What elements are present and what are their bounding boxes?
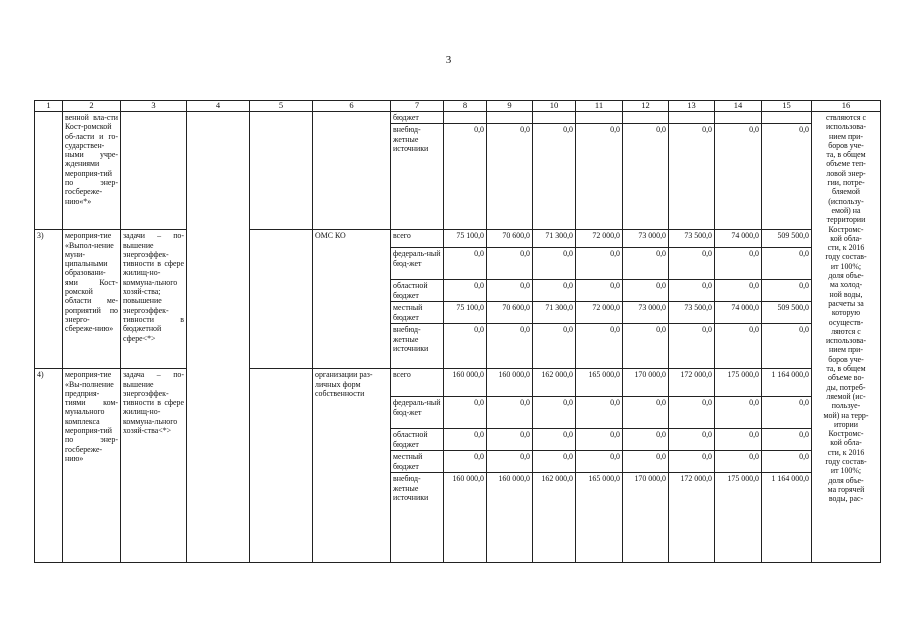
indicator-text-line: ит 100%; (830, 261, 862, 271)
cell-value: 0,0 (444, 397, 487, 429)
indicator-text-line: Костромс- (828, 429, 864, 439)
indicator-text-line: ляемой (ис- (826, 391, 866, 401)
cell-value: 0,0 (444, 451, 487, 473)
cell-value: 160 000,0 (487, 473, 533, 563)
cell-value: 160 000,0 (444, 473, 487, 563)
cell-value: 162 000,0 (533, 369, 576, 397)
cell-value: 509 500,0 (762, 302, 812, 324)
cell-source: областной бюджет (391, 429, 444, 451)
col-header: 1 (35, 101, 63, 112)
indicator-text-line: мой) на терр- (823, 410, 869, 420)
cell-value: 70 600,0 (487, 230, 533, 248)
indicator-text-line: бляемой (831, 187, 861, 197)
cell-source: местный бюджет (391, 302, 444, 324)
indicator-text-line: воды, рас- (828, 494, 864, 504)
cell (576, 112, 623, 124)
col-header: 3 (121, 101, 187, 112)
cell-item-number: 4) (35, 369, 63, 563)
cell-value: 170 000,0 (623, 369, 669, 397)
cell-value: 0,0 (487, 280, 533, 302)
cell-value: 0,0 (669, 280, 715, 302)
cell-value: 75 100,0 (444, 302, 487, 324)
indicator-text-line: объеме теп- (826, 159, 866, 169)
indicator-text-line: нием при- (829, 131, 863, 141)
col-header: 9 (487, 101, 533, 112)
indicator-text-line: ит 100%; (830, 466, 862, 476)
cell-value: 0,0 (533, 248, 576, 280)
table-row (35, 112, 881, 124)
cell-value: 162 000,0 (533, 473, 576, 563)
cell-value: 0,0 (762, 124, 812, 230)
col-header: 11 (576, 101, 623, 112)
cell-value: 0,0 (533, 324, 576, 369)
cell-value: 73 000,0 (623, 230, 669, 248)
cell-value: 172 000,0 (669, 473, 715, 563)
cell-event-name: венной вла-сти Кост-ромской об-ласти и го-сударствен-ными учре-ждениями мероприя-тий по энер-госбереже-нию«*» (63, 112, 121, 230)
cell-source: внебюд-жетные источники (391, 124, 444, 230)
cell-value: 0,0 (715, 248, 762, 280)
cell-value: 0,0 (715, 429, 762, 451)
cell-value: 0,0 (715, 324, 762, 369)
cell-value: 75 100,0 (444, 230, 487, 248)
col-header: 13 (669, 101, 715, 112)
cell-value: 0,0 (623, 324, 669, 369)
cell (669, 112, 715, 124)
column-number-row (35, 101, 881, 112)
indicator-text-line: та, в общем (826, 150, 866, 160)
cell (762, 112, 812, 124)
cell-value: 0,0 (623, 248, 669, 280)
cell-event-name: мероприя-тие «Вы-полнение предприя-тиями ком-мунального комплекса мероприя-тий по энер-госбереже-нию» (63, 369, 121, 563)
cell (487, 112, 533, 124)
cell-value: 0,0 (623, 280, 669, 302)
cell-value: 0,0 (762, 429, 812, 451)
col-header: 4 (187, 101, 250, 112)
indicator-text-line: доля объе- (828, 475, 864, 485)
cell-source: федераль-ный бюд-жет (391, 248, 444, 280)
cell-task: задача – по-вышение энергоэффек-тивности в сфере жилищ-но-коммуна-льного хозяй-ства<*> (121, 369, 187, 563)
cell-value: 72 000,0 (576, 230, 623, 248)
cell-value: 0,0 (487, 451, 533, 473)
program-table (34, 100, 881, 563)
cell (187, 230, 250, 563)
cell-value: 0,0 (533, 429, 576, 451)
col-header: 6 (313, 101, 391, 112)
cell-value: 0,0 (444, 248, 487, 280)
cell (715, 112, 762, 124)
cell-value: 73 500,0 (669, 302, 715, 324)
cell (35, 112, 63, 230)
cell-value: 170 000,0 (623, 473, 669, 563)
col-header: 2 (63, 101, 121, 112)
col-header: 5 (250, 101, 313, 112)
cell-value: 74 000,0 (715, 230, 762, 248)
cell-value: 71 300,0 (533, 230, 576, 248)
col-header: 16 (812, 101, 881, 112)
indicator-text-line: доля объе- (828, 271, 864, 281)
cell-value: 0,0 (576, 451, 623, 473)
cell (250, 112, 313, 230)
cell-source: местный бюджет (391, 451, 444, 473)
indicator-text-line: емой) на (831, 205, 861, 215)
cell-value: 0,0 (444, 124, 487, 230)
cell-indicators (812, 112, 881, 563)
cell-task: задачи – по-вышение энергоэффек-тивности в сфере жилищ-но-коммуна-льного хозяй-ства; повышение энергоэффек-тивности в бюджетной сфере<*> (121, 230, 187, 369)
cell (444, 112, 487, 124)
cell-value: 0,0 (669, 324, 715, 369)
indicator-text-line: боров уче- (828, 140, 864, 150)
col-header: 14 (715, 101, 762, 112)
indicator-text-line: году состав- (825, 456, 867, 466)
indicator-text-line: которую (831, 308, 861, 318)
indicator-text-line: осуществ- (828, 317, 864, 327)
indicator-text-line: кой обла- (830, 438, 862, 448)
cell-value: 0,0 (487, 397, 533, 429)
cell-executor: ОМС КО (313, 230, 391, 369)
cell-value: 0,0 (669, 451, 715, 473)
cell-value: 1 164 000,0 (762, 473, 812, 563)
cell-value: 0,0 (762, 280, 812, 302)
cell-source: федераль-ный бюд-жет (391, 397, 444, 429)
cell-value: 72 000,0 (576, 302, 623, 324)
cell (250, 369, 313, 563)
cell-value: 509 500,0 (762, 230, 812, 248)
table-row (35, 230, 881, 248)
cell-value: 0,0 (444, 280, 487, 302)
cell-source: внебюд-жетные источники (391, 324, 444, 369)
cell-value: 0,0 (715, 280, 762, 302)
cell-value: 0,0 (576, 248, 623, 280)
col-header: 8 (444, 101, 487, 112)
indicator-text-line: сти, к 2016 (827, 447, 865, 457)
cell-source: областной бюджет (391, 280, 444, 302)
cell-value: 175 000,0 (715, 369, 762, 397)
indicator-text-line: пользуе- (831, 401, 861, 411)
cell-value: 0,0 (762, 248, 812, 280)
indicator-text-line: расчеты за (828, 298, 864, 308)
cell-value: 73 000,0 (623, 302, 669, 324)
col-header: 10 (533, 101, 576, 112)
cell-value: 175 000,0 (715, 473, 762, 563)
indicator-text-line: ма горячей (827, 484, 865, 494)
cell-value: 0,0 (487, 248, 533, 280)
cell-value: 0,0 (715, 397, 762, 429)
cell-value: 0,0 (669, 397, 715, 429)
cell-value: 0,0 (623, 124, 669, 230)
indicator-text-line: сти, к 2016 (827, 243, 865, 253)
cell-value: 73 500,0 (669, 230, 715, 248)
cell-value: 0,0 (533, 280, 576, 302)
cell-value: 0,0 (762, 397, 812, 429)
indicator-text-line: ды, потреб- (826, 382, 866, 392)
indicator-text-line: использова- (825, 336, 867, 346)
indicator-text-line: ствляются с (825, 113, 867, 122)
cell (313, 112, 391, 230)
indicator-text-line: Костромс- (828, 224, 864, 234)
cell-item-number: 3) (35, 230, 63, 369)
cell-value: 0,0 (487, 324, 533, 369)
cell-source: внебюд-жетные источники (391, 473, 444, 563)
cell-value: 0,0 (576, 280, 623, 302)
cell-value: 0,0 (623, 397, 669, 429)
cell-source: всего (391, 230, 444, 248)
col-header: 12 (623, 101, 669, 112)
indicator-text-line: ной воды, (829, 289, 863, 299)
cell-value: 160 000,0 (444, 369, 487, 397)
col-header: 7 (391, 101, 444, 112)
cell-value: 1 164 000,0 (762, 369, 812, 397)
cell-value: 0,0 (533, 124, 576, 230)
cell-value: 74 000,0 (715, 302, 762, 324)
cell-value: 0,0 (715, 124, 762, 230)
cell-value: 0,0 (576, 324, 623, 369)
indicator-text-line: году состав- (825, 252, 867, 262)
indicator-text-line: использова- (825, 122, 867, 132)
cell-value: 165 000,0 (576, 369, 623, 397)
cell-value: 0,0 (533, 451, 576, 473)
cell (250, 230, 313, 369)
cell-value: 160 000,0 (487, 369, 533, 397)
cell (121, 112, 187, 230)
cell-event-name: мероприя-тие «Выпол-нение муни-ципальными образовани-ями Кост-ромской области ме-роприятий по энерго-сбереже-нию» (63, 230, 121, 369)
indicator-text-line: кой обла- (830, 233, 862, 243)
indicator-text-line: ма холод- (829, 280, 863, 290)
cell-value: 0,0 (762, 451, 812, 473)
cell (623, 112, 669, 124)
cell-value: 0,0 (487, 124, 533, 230)
cell-value: 0,0 (669, 429, 715, 451)
cell-value: 0,0 (533, 397, 576, 429)
page-number: 3 (445, 54, 452, 66)
indicator-text-line: итории (834, 419, 858, 429)
indicator-text-line: боров уче- (828, 354, 864, 364)
cell-value: 0,0 (487, 429, 533, 451)
cell-source: всего (391, 369, 444, 397)
cell-value: 172 000,0 (669, 369, 715, 397)
cell-value: 0,0 (576, 124, 623, 230)
cell-value: 71 300,0 (533, 302, 576, 324)
cell (533, 112, 576, 124)
col-header: 15 (762, 101, 812, 112)
indicator-text-line: (использу- (828, 196, 864, 206)
indicator-text-line: та, в общем (826, 364, 866, 374)
table-row (35, 369, 881, 397)
cell-value: 165 000,0 (576, 473, 623, 563)
cell-value: 0,0 (576, 429, 623, 451)
cell-value: 0,0 (762, 324, 812, 369)
indicator-text-line: ляются с (831, 326, 861, 336)
cell-value: 0,0 (715, 451, 762, 473)
cell-source: бюджет (391, 112, 444, 124)
indicator-text-line: ловой энер- (826, 168, 866, 178)
cell-value: 0,0 (669, 248, 715, 280)
indicator-text-line: гии, потре- (827, 178, 865, 188)
cell (187, 112, 250, 230)
cell-value: 0,0 (623, 451, 669, 473)
cell-value: 0,0 (576, 397, 623, 429)
cell-executor: организации раз-личных форм собственности (313, 369, 391, 563)
cell-value: 0,0 (444, 429, 487, 451)
indicator-text-line: территории (826, 215, 866, 225)
cell-value: 70 600,0 (487, 302, 533, 324)
cell-value: 0,0 (444, 324, 487, 369)
cell-value: 0,0 (669, 124, 715, 230)
indicator-text-line: нием при- (829, 345, 863, 355)
indicator-text-line: объеме во- (827, 373, 865, 383)
cell-value: 0,0 (623, 429, 669, 451)
